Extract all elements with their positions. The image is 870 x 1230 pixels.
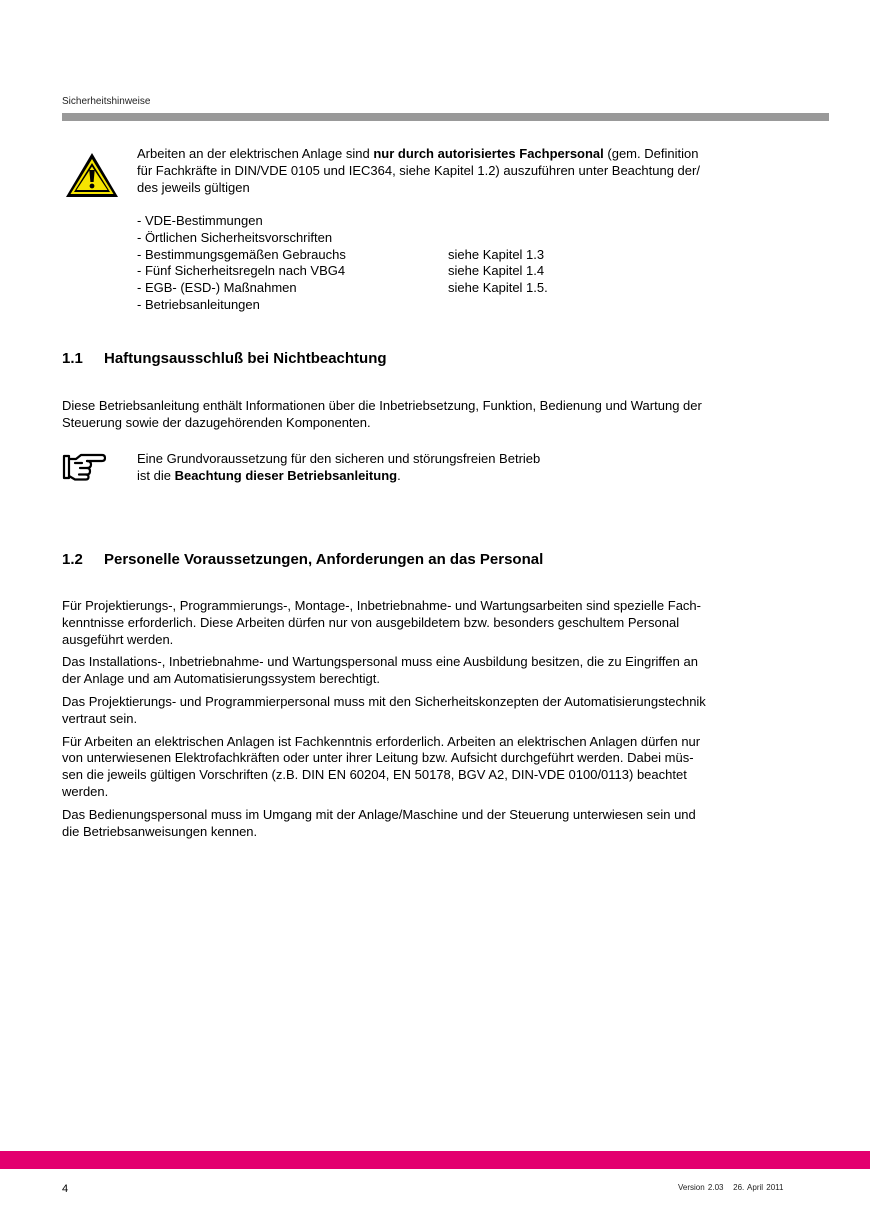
section-1-2-body <box>62 598 832 846</box>
list-item: - EGB- (ESD-) Maßnahmen siehe Kapitel 1.5. <box>137 280 548 296</box>
version-info: Version 2.03 26. April 2011 <box>678 1183 784 1192</box>
list-item: - Bestimmungsgemäßen Gebrauchs siehe Kapitel 1.3 <box>137 246 545 262</box>
list-item: - VDE-Bestimmungen <box>137 213 263 228</box>
section-1-1-body: Diese Betriebsanleitung enthält Informationen über die Inbetriebsetzung, Funktion, Bedienung und Wartung der Steuerung sowie der dazugehörenden Komponenten. <box>62 398 702 430</box>
paragraph: Für Arbeiten an elektrischen Anlagen ist Fachkenntnis erforderlich. Arbeiten an elektrischen Anlagen dürfen nur von unterwiesenen Elektrofachkräften oder unter ihrer Leitung bzw. Aufsicht durchgeführt werden. Dabei müs- sen die jeweils gültigen Vorschriften (z.B. DIN EN 60204, EN 50178, BGV A2, DIN-VDE 0100/0113) beachtet werden. <box>62 733 701 799</box>
footer-band <box>0 1151 870 1169</box>
warning-text: Arbeiten an der elektrischen Anlage sind nur durch autorisiertes Fachpersonal (gem. Definition für Fachkräfte in DIN/VDE 0105 und IEC364, siehe Kapitel 1.2) auszuführen unter Beachtung der/ des jeweils gültigen <box>137 146 700 195</box>
list-item: - Fünf Sicherheitsregeln nach VBG4 siehe Kapitel 1.4 <box>137 263 545 279</box>
section-label: Sicherheitshinweise <box>62 96 151 107</box>
list-item: - Örtlichen Sicherheitsvorschriften <box>137 229 333 245</box>
paragraph: Das Installations-, Inbetriebnahme- und Wartungspersonal muss eine Ausbildung besitzen, die zu Eingriffen an der Anlage und am Automatisierungssystem berechtigt. <box>62 654 698 687</box>
note-text: Eine Grundvoraussetzung für den sicheren und störungsfreien Betrieb ist die Beachtung dieser Betriebsanleitung. <box>137 451 541 483</box>
paragraph: Das Projektierungs- und Programmierpersonal muss mit den Sicherheitskonzepten der Automatisierungstechnik vertraut sein. <box>62 693 706 726</box>
page-number: 4 <box>62 1183 69 1195</box>
section-heading-1-1: 1.1 Haftungsausschluß bei Nichtbeachtung <box>62 350 387 367</box>
warning-icon <box>63 150 121 200</box>
pointing-hand-icon <box>62 452 106 482</box>
regulation-list <box>137 213 548 314</box>
list-item: - Betriebsanleitungen <box>137 296 260 312</box>
paragraph: Das Bedienungspersonal muss im Umgang mit der Anlage/Maschine und der Steuerung unterwiesen sein und die Betriebsanweisungen kennen. <box>62 806 696 839</box>
header-rule <box>62 113 829 121</box>
section-heading-1-2: 1.2 Personelle Voraussetzungen, Anforderungen an das Personal <box>62 551 544 568</box>
paragraph: Für Projektierungs-, Programmierungs-, Montage-, Inbetriebnahme- und Wartungsarbeiten sind spezielle Fach- kenntnisse erforderlich. Diese Arbeiten dürfen nur von ausgebildetem bzw. besonders geschultem Personal ausgeführt werden. <box>62 598 701 647</box>
